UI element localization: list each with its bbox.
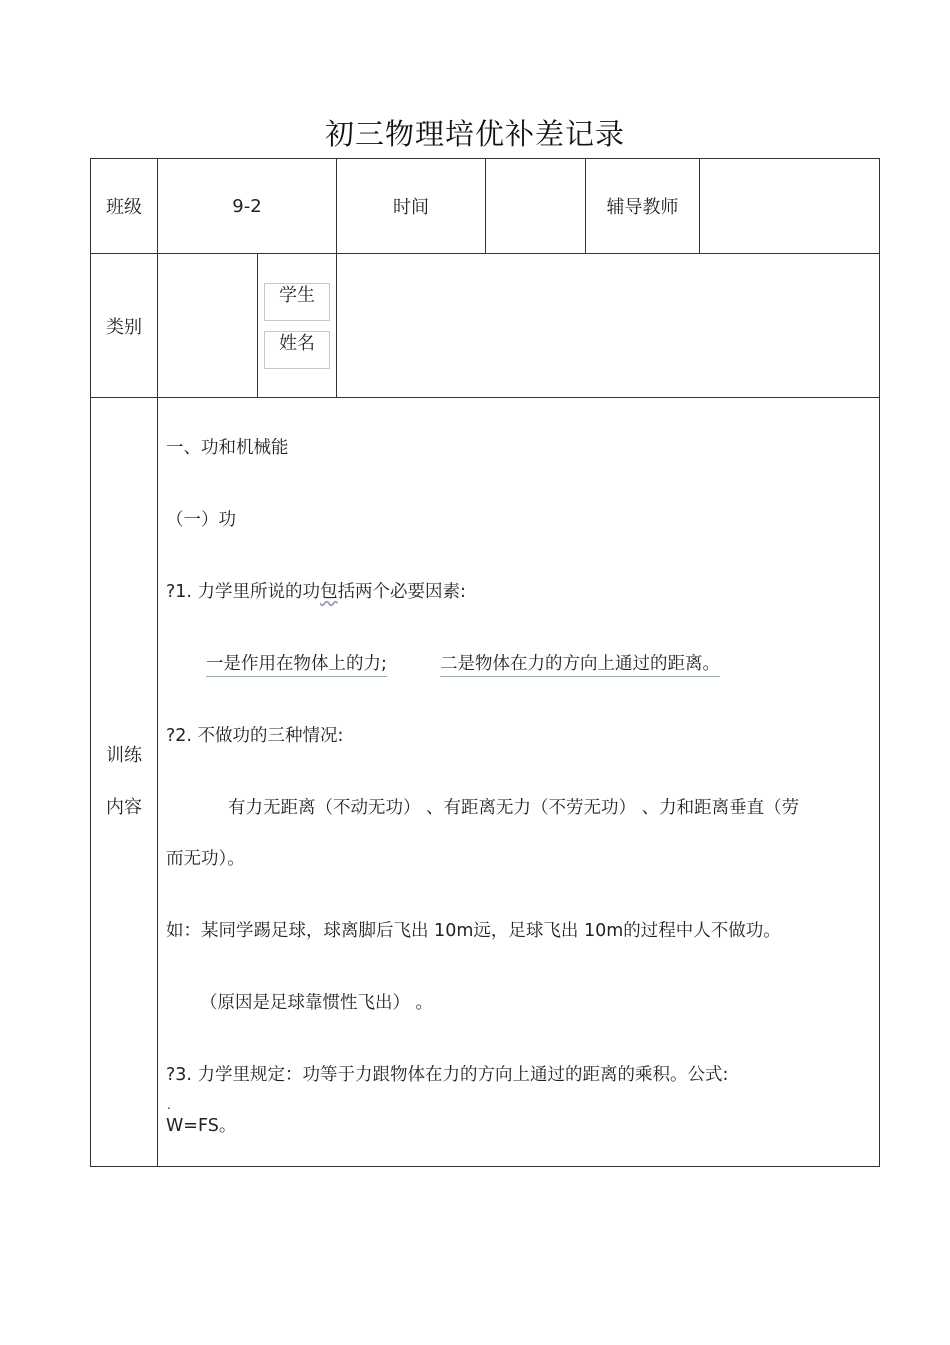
question-2-cases-line-1: 有力无距离（不动无功） 、有距离无力（不劳无功） 、力和距离垂直（劳: [228, 798, 800, 818]
question-1: [166, 578, 466, 603]
name-label-box: 姓名: [264, 331, 330, 369]
class-value: 9-2: [158, 159, 337, 254]
training-label-1: 训练: [106, 745, 142, 766]
tutor-label: 辅导教师: [586, 159, 700, 254]
header-row: [91, 159, 880, 254]
question-3: ?3. 力学里规定：功等于力跟物体在力的方向上通过的距离的乘积。公式:: [166, 1065, 729, 1085]
category-value: [158, 254, 258, 398]
question-2-cases-line-2: 而无功）。: [166, 849, 245, 869]
question-1-factors: [206, 650, 720, 675]
student-label-box: 学生: [264, 283, 330, 321]
student-name-label-cell: [258, 254, 337, 398]
factor-2: 二是物体在力的方向上通过的距离。: [440, 654, 720, 677]
category-label: 类别: [91, 254, 158, 398]
training-row: [91, 398, 880, 1167]
question-1-wavy: 包: [320, 582, 338, 602]
time-value: [486, 159, 586, 254]
formula: W=FS。: [166, 1116, 237, 1136]
example-line-1: 如：某同学踢足球，球离脚后飞出 10m远，足球飞出 10m的过程中人不做功。: [166, 921, 781, 941]
record-table: [90, 158, 880, 1167]
factor-1: 一是作用在物体上的力;: [206, 654, 387, 677]
stray-dot: .: [167, 1098, 171, 1112]
student-name-value: [337, 254, 880, 398]
training-label-cell: [91, 398, 158, 1167]
class-label: 班级: [91, 159, 158, 254]
section-heading: 一、功和机械能: [166, 438, 289, 458]
time-label: 时间: [337, 159, 486, 254]
tutor-value: [700, 159, 880, 254]
category-row: [91, 254, 880, 398]
question-1-suffix: 括两个必要因素:: [337, 582, 466, 602]
question-1-prefix: ?1. 力学里所说的功: [166, 582, 321, 602]
training-content-cell: [158, 398, 880, 1167]
page-title: 初三物理培优补差记录: [324, 117, 625, 151]
training-label-2: 内容: [106, 797, 142, 818]
example-line-2: （原因是足球靠惯性飞出） 。: [200, 993, 434, 1013]
question-2: ?2. 不做功的三种情况:: [166, 726, 344, 746]
subsection-heading: （一）功: [166, 510, 236, 530]
